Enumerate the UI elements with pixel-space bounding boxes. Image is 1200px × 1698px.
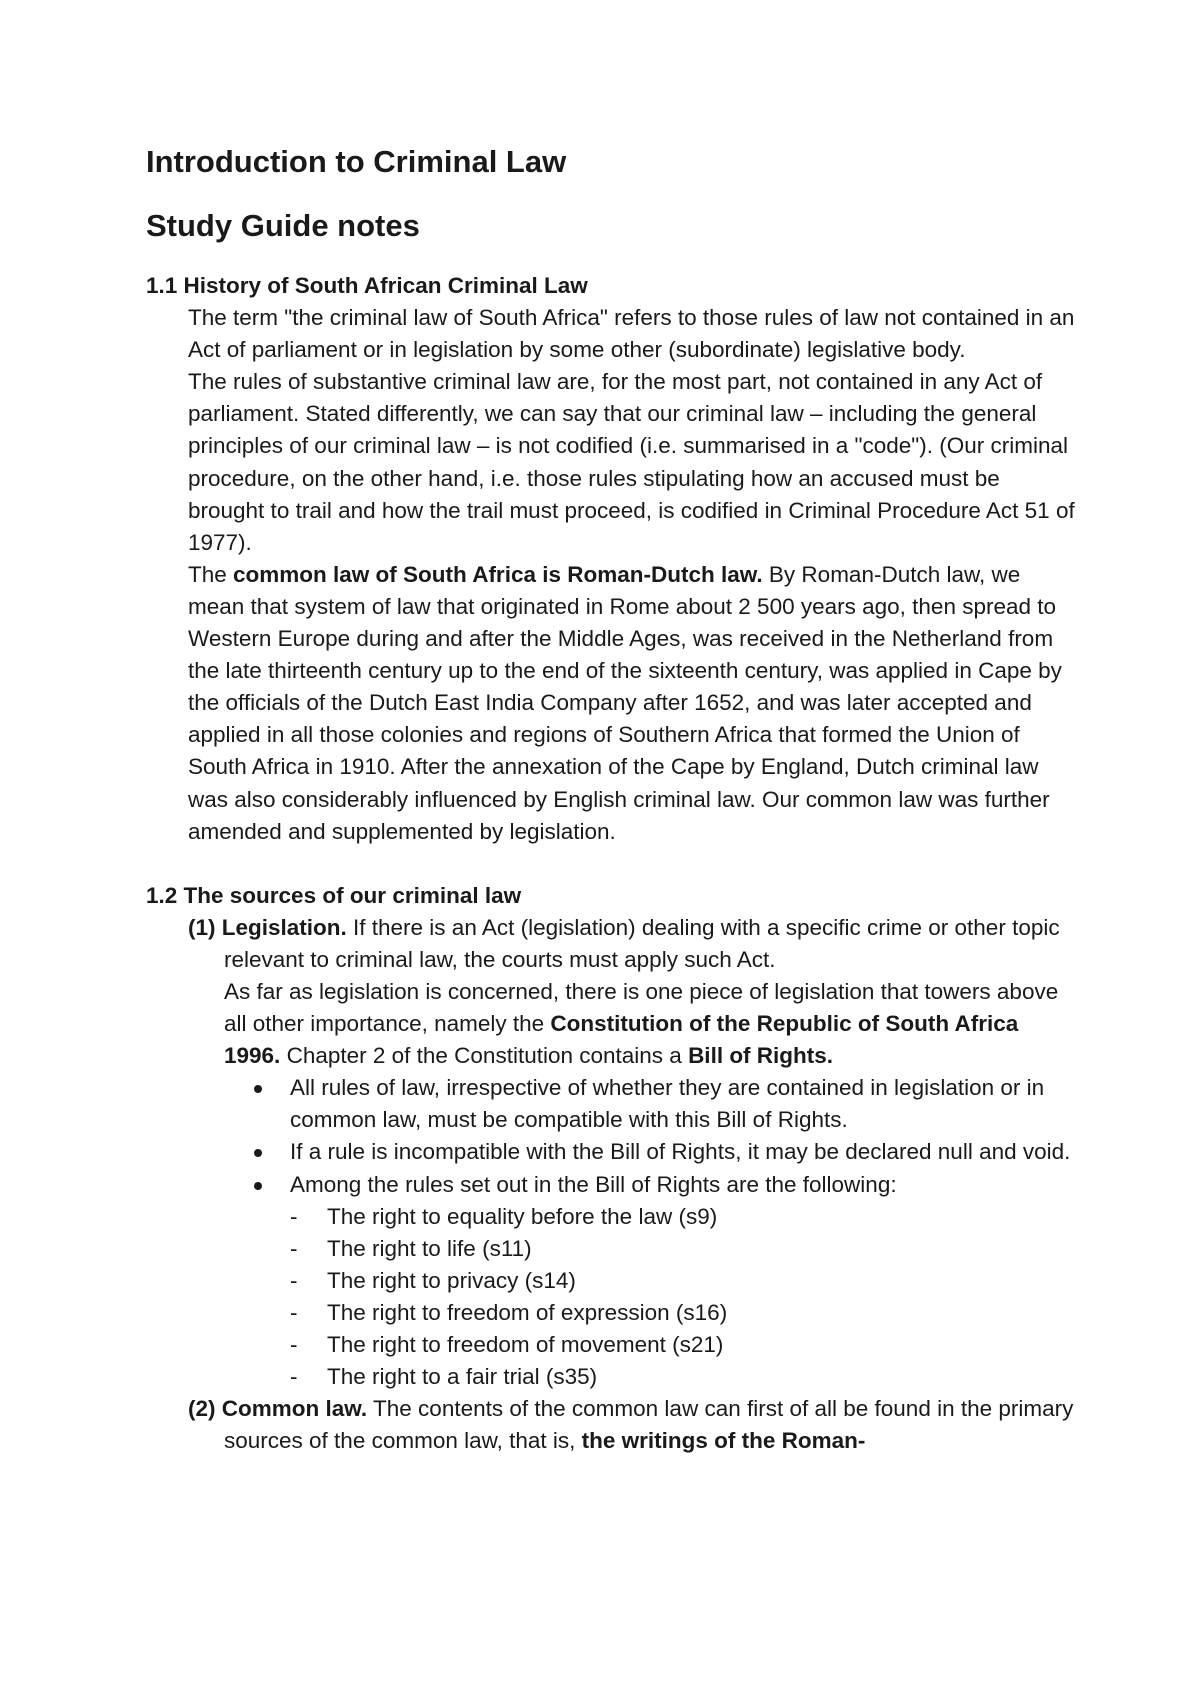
history-paragraph-1: The term "the criminal law of South Africa" refers to those rules of law not contained in an Act of parliament or in legislation by some other (subordinate) legislative body.	[188, 305, 1075, 363]
list-item	[254, 1136, 1076, 1168]
history-paragraph-3	[188, 559, 1076, 848]
rights-list	[290, 1201, 1076, 1394]
right-text: The right to life (s11)	[327, 1235, 532, 1261]
history-paragraph-3-emphasis: common law of South Africa is Roman-Dutch law.	[233, 561, 763, 587]
legislation-paragraph-2-mid: Chapter 2 of the Constitution contains a	[280, 1043, 689, 1069]
document-title: Introduction to Criminal Law	[146, 144, 567, 179]
list-item	[254, 1169, 1076, 1394]
right-item	[290, 1361, 1076, 1393]
dash-marker: -	[290, 1235, 298, 1261]
right-item	[290, 1265, 1076, 1297]
bullet-icon	[254, 1182, 262, 1190]
dash-marker: -	[290, 1364, 298, 1390]
document-subtitle: Study Guide notes	[146, 208, 420, 243]
right-text: The right to freedom of movement (s21)	[327, 1332, 724, 1357]
bullet-icon	[254, 1149, 262, 1157]
legislation-paragraph-2-lead: As far as legislation is concerned, there is one piece of legislation that towers above all other importance, namely the	[224, 978, 1059, 1037]
dash-marker: -	[290, 1203, 298, 1229]
right-item	[290, 1233, 1076, 1265]
right-item	[290, 1297, 1076, 1329]
bill-of-rights-name: Bill of Rights.	[688, 1043, 834, 1069]
section-heading-history: 1.1 History of South African Criminal Law	[146, 273, 588, 298]
bullet-text: All rules of law, irrespective of whether they are contained in legislation or in common law, must be compatible with this Bill of Rights.	[290, 1075, 1045, 1133]
source-item-common-law	[188, 1393, 1076, 1457]
common-law-text: The contents of the common law can first of all be found in the primary sources of the common law, that is,	[224, 1396, 1074, 1454]
bullet-text: Among the rules set out in the Bill of Rights are the following:	[290, 1171, 897, 1197]
legislation-continuation	[188, 976, 1076, 1072]
legislation-label: (1) Legislation.	[188, 914, 347, 940]
right-text: The right to freedom of expression (s16)	[327, 1299, 728, 1325]
dash-marker: -	[290, 1299, 298, 1325]
history-paragraph-2: The rules of substantive criminal law are, for the most part, not contained in any Act of parliament. Stated differently, we can say that our criminal law – including the general principles of our criminal law – is not codified (i.e. summarised in a "code"). (Our criminal procedure, on the other hand, i.e. those rules stipulating how an accused must be brought to trail and how the trail must proceed, is codified in Criminal Procedure Act 51 of 1977).	[188, 369, 1075, 555]
legislation-paragraph-2	[188, 976, 1076, 1072]
source-item-legislation	[188, 912, 1076, 976]
list-item	[254, 1072, 1076, 1136]
dash-marker: -	[290, 1267, 298, 1293]
bullet-icon	[254, 1085, 262, 1093]
section-history-body	[188, 302, 1076, 848]
bullet-text: If a rule is incompatible with the Bill of Rights, it may be declared null and void.	[290, 1139, 1071, 1165]
bill-of-rights-bullets	[146, 1072, 1076, 1393]
constitution-name: Constitution of the Republic of South Africa 1996.	[224, 1011, 1019, 1069]
history-paragraph-3-rest: By Roman-Dutch law, we mean that system of law that originated in Rome about 2 500 years ago, then spread to Western Europe during and after the Middle Ages, was received in the Netherland from the late thirteenth century up to the end of the sixteenth century, was applied in Cape by the officials of the Dutch East India Company after 1652, and was later accepted and applied in all those colonies and regions of Southern Africa that formed the Union of South Africa in 1910. After the annexation of the Cape by England, Dutch criminal law was also considerably influenced by English criminal law. Our common law was further amended and supplemented by legislation.	[188, 561, 1062, 844]
legislation-text: If there is an Act (legislation) dealing with a specific crime or other topic relevant to criminal law, the courts must apply such Act.	[224, 914, 1060, 972]
common-law-label: (2) Common law.	[188, 1396, 368, 1422]
document-body	[146, 143, 1076, 1457]
right-item	[290, 1329, 1076, 1361]
right-text: The right to equality before the law (s9)	[327, 1203, 718, 1229]
common-law-emphasis: the writings of the Roman-	[581, 1428, 866, 1454]
history-paragraph-3-lead: The	[188, 561, 234, 587]
right-item	[290, 1201, 1076, 1233]
right-text: The right to a fair trial (s35)	[327, 1364, 598, 1390]
dash-marker: -	[290, 1332, 298, 1357]
right-text: The right to privacy (s14)	[327, 1267, 576, 1293]
section-heading-sources: 1.2 The sources of our criminal law	[146, 882, 522, 908]
